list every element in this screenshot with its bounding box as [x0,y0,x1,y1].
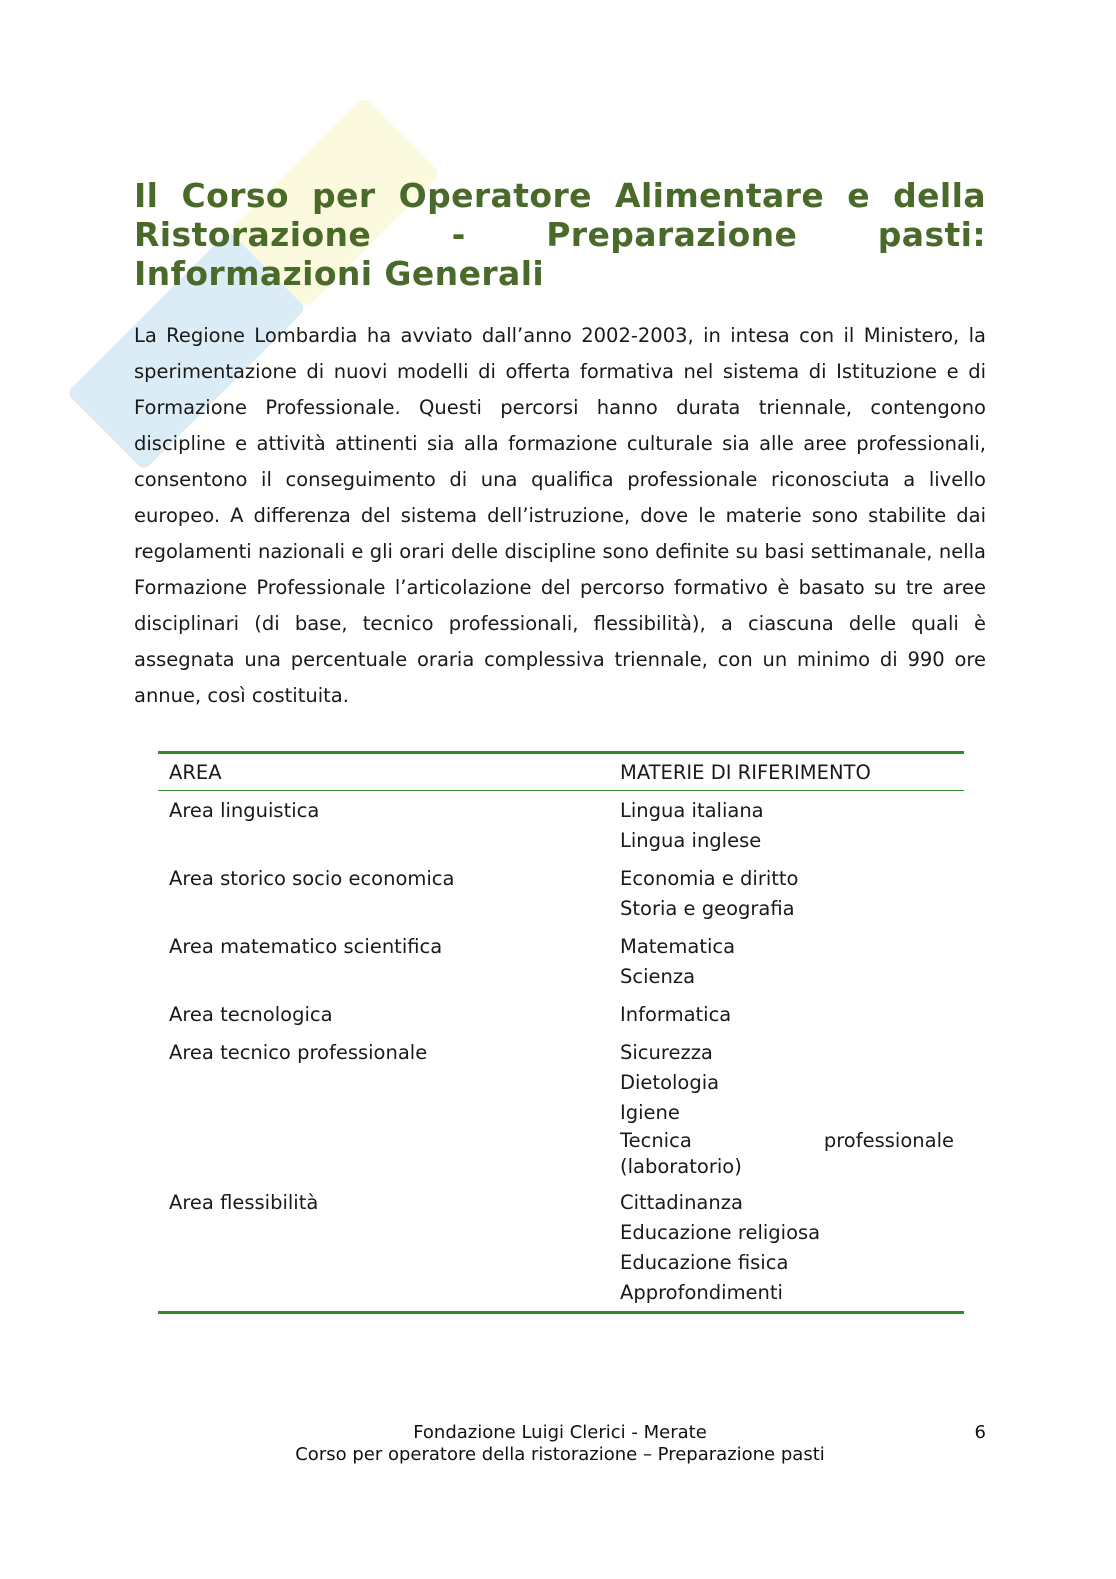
subject-item: Lingua inglese [620,829,762,852]
subject-item: Igiene [620,1101,680,1124]
subject-item: Cittadinanza [620,1191,743,1214]
area-cell: Area tecnico professionale [169,1041,428,1064]
subject-item: Approfondimenti [620,1281,783,1304]
page-number: 6 [974,1422,986,1443]
table-row [158,791,964,859]
table-header [158,754,964,791]
table-row [158,927,964,995]
header-subjects: MATERIE DI RIFERIMENTO [620,760,871,784]
footer-line-2: Corso per operatore della ristorazione – Preparazione pasti [295,1444,825,1465]
subject-item: Economia e diritto [620,867,799,890]
footer-line-1: Fondazione Luigi Clerici - Merate [413,1422,707,1443]
subject-item: Educazione religiosa [620,1221,821,1244]
subject-item: Storia e geografia [620,897,795,920]
subjects-cell [620,1188,964,1308]
page-footer [134,1422,986,1466]
subject-item: Tecnica professionale (laboratorio) [620,1129,954,1178]
table-row [158,1033,964,1183]
table-row [158,1183,964,1311]
subject-item: Lingua italiana [620,799,764,822]
subject-item: Scienza [620,965,696,988]
areas-table [158,751,964,1314]
page-title: Il Corso per Operatore Alimentare e della Ristorazione - Preparazione pasti: Informazioni Generali [134,176,986,293]
area-cell: Area linguistica [169,799,320,822]
table-row [158,859,964,927]
subject-item: Matematica [620,935,736,958]
area-cell: Area tecnologica [169,1003,333,1026]
subjects-cell [620,1038,964,1180]
subjects-cell [620,864,964,924]
intro-paragraph: La Regione Lombardia ha avviato dall’anno 2002-2003, in intesa con il Ministero, la sperimentazione di nuovi modelli di offerta formativa nel sistema di Istituzione e di Formazione Professionale. Questi percorsi hanno durata triennale, contengono discipline e attività attinenti sia alla formazione culturale sia alle aree professionali, consentono il conseguimento di una qualifica professionale riconosciuta a livello europeo. A differenza del sistema dell’istruzione, dove le materie sono stabilite dai regolamenti nazionali e gli orari delle discipline sono definite su basi settimanale, nella Formazione Professionale l’articolazione del percorso formativo è basato su tre aree disciplinari (di base, tecnico professionali, flessibilità), a ciascuna delle quali è assegnata una percentuale oraria complessiva triennale, con un minimo di 990 ore annue, così costituita. [134,324,986,707]
area-cell: Area storico socio economica [169,867,455,890]
subjects-cell [620,932,964,992]
subject-item: Educazione fisica [620,1251,789,1274]
subject-item: Informatica [620,1003,732,1026]
subjects-cell [620,796,964,856]
area-cell: Area matematico scientifica [169,935,443,958]
subjects-cell [620,1000,964,1030]
area-cell: Area flessibilità [169,1191,319,1214]
header-area: AREA [169,760,222,784]
subject-item: Dietologia [620,1071,720,1094]
subject-item: Sicurezza [620,1041,713,1064]
table-row [158,995,964,1033]
